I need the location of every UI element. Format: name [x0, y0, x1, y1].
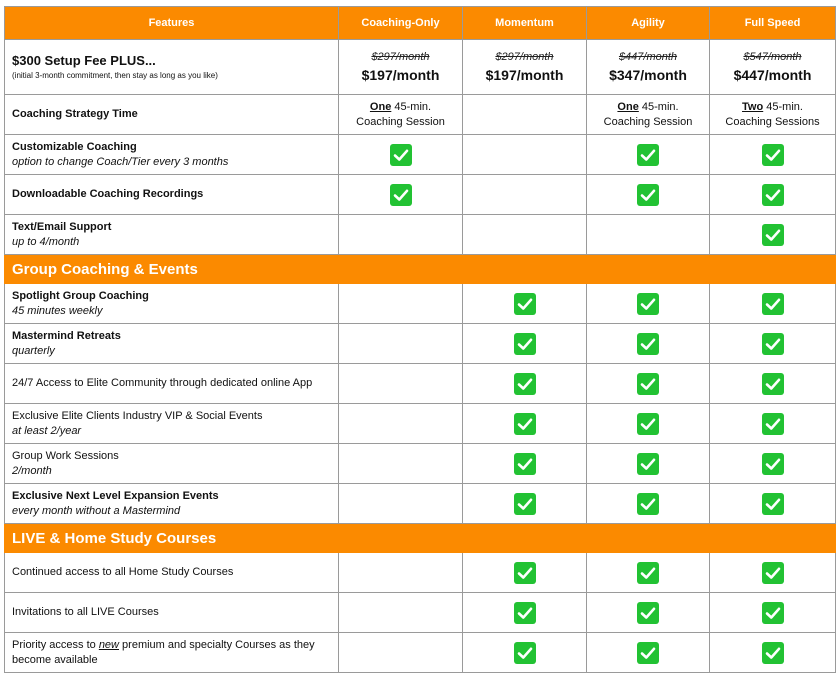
feature-row — [5, 175, 836, 215]
old-price: $297/month — [495, 51, 554, 63]
strategy-feature — [5, 95, 339, 135]
feature-row — [5, 553, 836, 593]
session-label: Coaching Sessions — [725, 115, 820, 128]
feature-title: Customizable Coaching — [12, 140, 137, 153]
col-momentum: Momentum — [463, 7, 587, 40]
check-square-icon — [762, 562, 784, 584]
check-square-icon — [637, 144, 659, 166]
feature-row — [5, 324, 836, 364]
price-agility — [587, 40, 710, 95]
feature-text: Continued access to all Home Study Courses — [12, 566, 234, 578]
check-cell-momentum — [463, 135, 587, 175]
feature-subtitle: quarterly — [12, 344, 55, 357]
check-cell-full-speed — [710, 404, 836, 444]
feature-title: Exclusive Next Level Expansion Events — [12, 489, 219, 502]
check-cell-agility — [587, 633, 710, 673]
check-square-icon — [762, 224, 784, 246]
check-cell-coaching-only — [339, 484, 463, 524]
feature-row — [5, 284, 836, 324]
check-square-icon — [514, 642, 536, 664]
check-cell-agility — [587, 484, 710, 524]
check-cell-full-speed — [710, 364, 836, 404]
check-cell-coaching-only — [339, 284, 463, 324]
feature-row — [5, 215, 836, 255]
check-square-icon — [637, 642, 659, 664]
check-cell-full-speed — [710, 484, 836, 524]
check-square-icon — [762, 493, 784, 515]
check-square-icon — [637, 333, 659, 355]
feature-subtitle: 2/month — [12, 464, 52, 477]
feature-label — [5, 633, 339, 673]
setup-feature — [5, 40, 339, 95]
feature-label — [5, 135, 339, 175]
check-square-icon — [637, 413, 659, 435]
price-momentum — [463, 40, 587, 95]
section-courses — [5, 524, 836, 553]
new-price: $197/month — [361, 67, 440, 83]
check-square-icon — [762, 144, 784, 166]
check-square-icon — [762, 453, 784, 475]
check-cell-coaching-only — [339, 404, 463, 444]
check-cell-momentum — [463, 404, 587, 444]
feature-label — [5, 284, 339, 324]
check-cell-full-speed — [710, 444, 836, 484]
check-cell-coaching-only — [339, 444, 463, 484]
strategy-row — [5, 95, 836, 135]
feature-subtitle: 45 minutes weekly — [12, 304, 103, 317]
section-group-coaching — [5, 255, 836, 284]
check-cell-momentum — [463, 444, 587, 484]
feature-text: Exclusive Elite Clients Industry VIP & Social Events — [12, 409, 263, 422]
check-square-icon — [762, 184, 784, 206]
feature-label — [5, 175, 339, 215]
check-cell-coaching-only — [339, 553, 463, 593]
feature-title: Spotlight Group Coaching — [12, 289, 149, 302]
new-price: $347/month — [609, 67, 687, 83]
session-count: Two — [742, 100, 764, 113]
strategy-momentum — [463, 95, 587, 135]
feature-text: premium and specialty Courses as they become available — [12, 638, 315, 666]
feature-row — [5, 444, 836, 484]
check-cell-momentum — [463, 215, 587, 255]
check-cell-agility — [587, 215, 710, 255]
session-length: 45-min. — [763, 100, 803, 113]
check-cell-full-speed — [710, 135, 836, 175]
check-cell-full-speed — [710, 593, 836, 633]
check-cell-agility — [587, 284, 710, 324]
session-label: Coaching Session — [356, 115, 445, 128]
feature-row — [5, 633, 836, 673]
check-square-icon — [762, 373, 784, 395]
feature-title: Text/Email Support — [12, 220, 112, 233]
check-cell-coaching-only — [339, 364, 463, 404]
check-cell-momentum — [463, 364, 587, 404]
check-cell-agility — [587, 444, 710, 484]
feature-title: Downloadable Coaching Recordings — [12, 188, 204, 200]
check-cell-momentum — [463, 593, 587, 633]
feature-label — [5, 553, 339, 593]
feature-text: Group Work Sessions — [12, 449, 119, 462]
strategy-coaching-only — [339, 95, 463, 135]
session-count: One — [369, 100, 392, 113]
setup-title: $300 Setup Fee PLUS... — [12, 53, 156, 68]
check-square-icon — [390, 144, 412, 166]
check-cell-full-speed — [710, 553, 836, 593]
check-cell-momentum — [463, 553, 587, 593]
check-cell-full-speed — [710, 633, 836, 673]
check-square-icon — [637, 453, 659, 475]
check-square-icon — [390, 184, 412, 206]
feature-subtitle: up to 4/month — [12, 235, 80, 248]
check-cell-full-speed — [710, 215, 836, 255]
check-cell-agility — [587, 553, 710, 593]
check-cell-coaching-only — [339, 633, 463, 673]
feature-subtitle: option to change Coach/Tier every 3 months — [12, 155, 229, 168]
feature-label — [5, 404, 339, 444]
feature-subtitle: every month without a Mastermind — [12, 504, 181, 517]
check-square-icon — [514, 413, 536, 435]
check-square-icon — [762, 333, 784, 355]
check-cell-agility — [587, 324, 710, 364]
check-cell-momentum — [463, 284, 587, 324]
feature-label — [5, 324, 339, 364]
section-title: LIVE & Home Study Courses — [5, 524, 836, 553]
check-cell-momentum — [463, 484, 587, 524]
check-cell-coaching-only — [339, 215, 463, 255]
check-square-icon — [762, 413, 784, 435]
check-square-icon — [637, 602, 659, 624]
feature-row — [5, 593, 836, 633]
check-square-icon — [514, 602, 536, 624]
feature-row — [5, 404, 836, 444]
check-cell-full-speed — [710, 284, 836, 324]
setup-row — [5, 40, 836, 95]
header-row — [5, 7, 836, 40]
price-coaching-only — [339, 40, 463, 95]
strategy-full-speed — [710, 95, 836, 135]
old-price: $297/month — [371, 51, 430, 63]
price-full-speed — [710, 40, 836, 95]
session-label: Coaching Session — [603, 115, 693, 128]
feature-label — [5, 215, 339, 255]
session-length: 45-min. — [638, 100, 679, 113]
check-square-icon — [762, 602, 784, 624]
feature-label — [5, 593, 339, 633]
pricing-table — [4, 6, 836, 673]
feature-subtitle: at least 2/year — [12, 424, 82, 437]
check-cell-agility — [587, 593, 710, 633]
check-cell-momentum — [463, 324, 587, 364]
check-cell-full-speed — [710, 324, 836, 364]
check-cell-momentum — [463, 633, 587, 673]
check-square-icon — [637, 373, 659, 395]
feature-text: Invitations to all LIVE Courses — [12, 606, 159, 618]
check-square-icon — [762, 642, 784, 664]
check-cell-full-speed — [710, 175, 836, 215]
check-cell-agility — [587, 175, 710, 215]
check-cell-agility — [587, 135, 710, 175]
check-cell-momentum — [463, 175, 587, 215]
col-full-speed: Full Speed — [710, 7, 836, 40]
check-cell-coaching-only — [339, 135, 463, 175]
feature-label — [5, 444, 339, 484]
check-square-icon — [762, 293, 784, 315]
feature-label — [5, 364, 339, 404]
feature-label — [5, 484, 339, 524]
feature-row — [5, 135, 836, 175]
col-features: Features — [5, 7, 339, 40]
feature-title: Mastermind Retreats — [12, 329, 121, 342]
feature-emphasis: new — [98, 638, 119, 651]
check-square-icon — [637, 293, 659, 315]
session-length: 45-min. — [391, 100, 432, 113]
check-square-icon — [514, 373, 536, 395]
check-square-icon — [514, 493, 536, 515]
strategy-title: Coaching Strategy Time — [12, 108, 138, 120]
check-square-icon — [514, 333, 536, 355]
new-price: $197/month — [485, 67, 564, 83]
check-square-icon — [637, 184, 659, 206]
session-count: One — [617, 100, 639, 113]
check-cell-coaching-only — [339, 324, 463, 364]
check-square-icon — [514, 453, 536, 475]
feature-row — [5, 364, 836, 404]
col-agility: Agility — [587, 7, 710, 40]
check-cell-coaching-only — [339, 175, 463, 215]
old-price: $447/month — [618, 51, 678, 63]
strategy-agility — [587, 95, 710, 135]
check-square-icon — [514, 293, 536, 315]
check-cell-coaching-only — [339, 593, 463, 633]
check-cell-agility — [587, 404, 710, 444]
section-title: Group Coaching & Events — [5, 255, 836, 284]
old-price: $547/month — [743, 51, 802, 63]
check-cell-agility — [587, 364, 710, 404]
check-square-icon — [514, 562, 536, 584]
feature-text: 24/7 Access to Elite Community through dedicated online App — [12, 377, 313, 389]
feature-row — [5, 484, 836, 524]
check-square-icon — [637, 562, 659, 584]
col-coaching-only: Coaching-Only — [339, 7, 463, 40]
setup-note: (initial 3-month commitment, then stay as long as you like) — [12, 71, 218, 80]
check-square-icon — [637, 493, 659, 515]
feature-text: Priority access to — [12, 638, 99, 651]
new-price: $447/month — [733, 67, 812, 83]
